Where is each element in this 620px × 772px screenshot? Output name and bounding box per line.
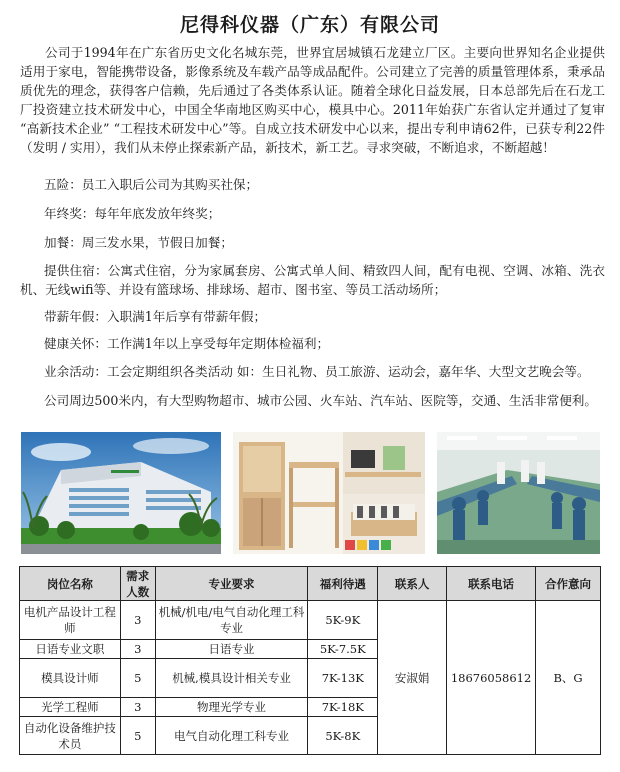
perk-surroundings: 公司周边500米内，有大型购物超市、城市公园、火车站、汽车站、医院等，交通、生活非常便利。 xyxy=(44,393,597,408)
perk-health-care: 健康关怀：工作满1年以上享受每年定期体检福利； xyxy=(44,336,330,351)
cell-intent: B、G xyxy=(536,601,601,755)
dormitory-photo xyxy=(233,432,425,554)
perk-meals: 加餐：周三发水果，节假日加餐； xyxy=(44,235,233,250)
cell-contact: 安淑娟 xyxy=(378,601,447,755)
production-line-photo xyxy=(437,432,600,554)
job-table xyxy=(19,566,601,755)
page-title: 尼得科仪器（广东）有限公司 xyxy=(179,14,440,36)
header-count: 需求人数 xyxy=(120,567,155,601)
photo-strip xyxy=(0,432,620,554)
header-salary: 福利待遇 xyxy=(308,567,378,601)
table-row xyxy=(20,601,601,640)
cell-count: 3 xyxy=(120,601,155,640)
perk-paid-leave: 带薪年假：入职满1年后享有带薪年假； xyxy=(44,309,267,324)
cell-position: 模具设计师 xyxy=(20,659,121,698)
header-phone: 联系电话 xyxy=(447,567,536,601)
factory-building-image xyxy=(21,432,221,554)
header-intent: 合作意向 xyxy=(536,567,601,601)
cell-salary: 5K-9K xyxy=(308,601,378,640)
header-position: 岗位名称 xyxy=(20,567,121,601)
table-header-row xyxy=(20,567,601,601)
cell-count: 3 xyxy=(120,698,155,717)
cell-major: 物理光学专业 xyxy=(155,698,308,717)
dormitory-image xyxy=(233,432,425,554)
cell-salary: 5K-8K xyxy=(308,717,378,755)
cell-salary: 7K-18K xyxy=(308,698,378,717)
perk-social-insurance: 五险：员工入职后公司为其购买社保； xyxy=(44,177,259,192)
perk-housing: 提供住宿：公寓式住宿，分为家属套房、公寓式单人间、精致四人间，配有电视、空调、冰箱、洗衣机、无线wifi等、并设有篮球场、排球场、超市、图书室、等员工活动场所； xyxy=(20,263,605,297)
cell-major: 机械/机电/电气自动化理工科专业 xyxy=(155,601,308,640)
header-major: 专业要求 xyxy=(155,567,308,601)
cell-salary: 7K-13K xyxy=(308,659,378,698)
cell-count: 3 xyxy=(120,640,155,659)
company-intro: 公司于1994年在广东省历史文化名城东莞，世界宜居城镇石龙建立厂区。主要向世界知名企业提供适用于家电，智能携带设备，影像系统及车载产品等成品配件。公司建立了完善的质量管理体系，秉承品质优先的理念，获得客户信赖，先后通过了各类体系认证。随着全球化日益发展，日本总部先后在石龙工厂投资建立技术研发中心，中国全华南地区购买中心，模具中心。2011年始获广东省认定并通过了复审 “高新技术企业” “工程技术研发中心”等。自成立技术研发中心以来，提出专利申请62件，已获专利22件（发明 / 实用），我们从未停止探索新产品，新技术，新工艺。寻求突破，不断追求，不断超越！ xyxy=(20,45,605,155)
cell-count: 5 xyxy=(120,717,155,755)
cell-position: 自动化设备维护技术员 xyxy=(20,717,121,755)
cell-salary: 5K-7.5K xyxy=(308,640,378,659)
cell-major: 电气自动化理工科专业 xyxy=(155,717,308,755)
cell-position: 电机产品设计工程师 xyxy=(20,601,121,640)
cell-major: 机械,模具设计相关专业 xyxy=(155,659,308,698)
cell-major: 日语专业 xyxy=(155,640,308,659)
production-line-image xyxy=(437,432,600,554)
cell-position: 日语专业文职 xyxy=(20,640,121,659)
cell-phone: 18676058612 xyxy=(447,601,536,755)
cell-position: 光学工程师 xyxy=(20,698,121,717)
header-contact: 联系人 xyxy=(378,567,447,601)
cell-count: 5 xyxy=(120,659,155,698)
perk-activities: 业余活动：工会定期组织各类活动 如：生日礼物、员工旅游、运动会，嘉年华、大型文艺晚会等。 xyxy=(44,364,590,379)
factory-building-photo xyxy=(21,432,221,554)
perk-year-end-bonus: 年终奖：每年年底发放年终奖； xyxy=(44,206,221,221)
